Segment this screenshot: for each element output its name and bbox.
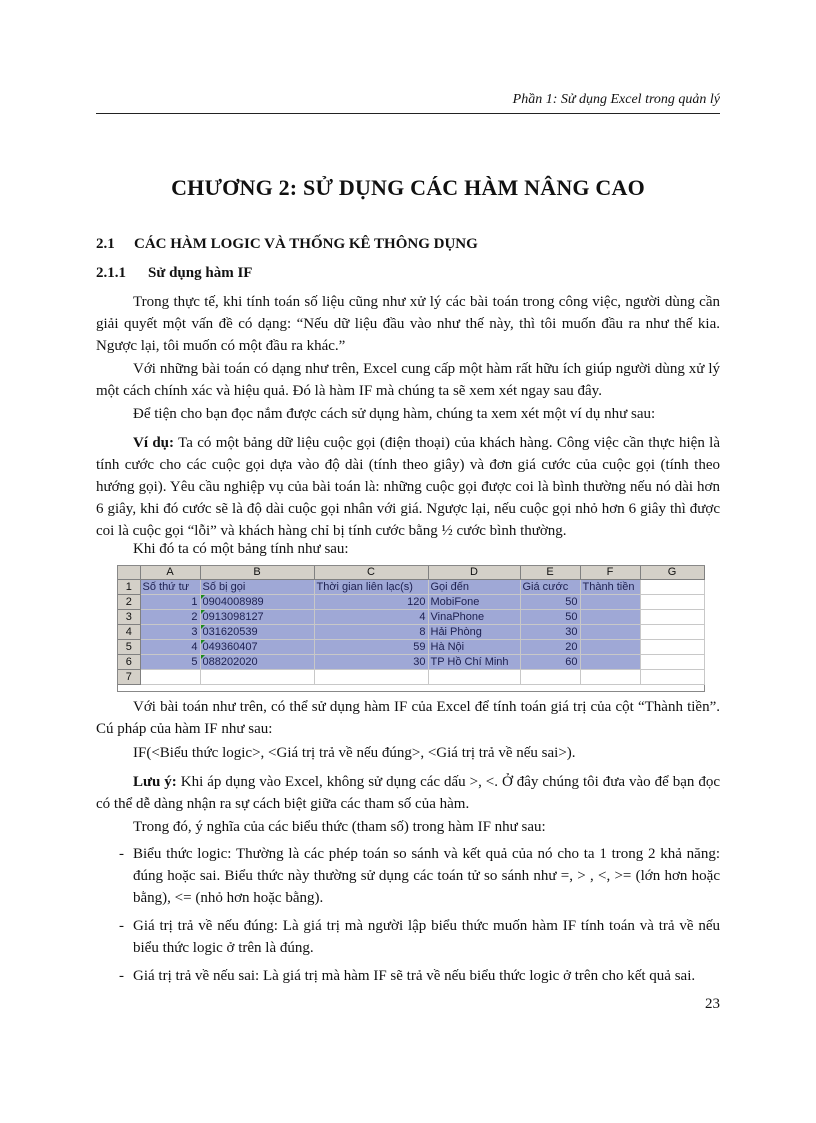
note-label: Lưu ý: [133,774,177,790]
column-letter: F [580,566,640,580]
cell [580,640,640,655]
table-row [118,595,704,610]
paragraph-excel-if: Với những bài toán có dạng như trên, Excel cung cấp một hàm rất hữu ích giúp người dùng xử lý một cách chính xác và hiệu quả. Đó là hàm IF mà chúng ta sẽ xem xét ngay sau đây. [96,361,720,399]
header-cell: Thành tiền [580,580,640,595]
cell: 1 [140,595,200,610]
example-label: Ví dụ: [133,435,175,451]
section-number: 2.1 [96,236,115,252]
chapter-title: CHƯƠNG 2: SỬ DỤNG CÁC HÀM NÂNG CAO [171,175,645,200]
paragraph-table-lead: Khi đó ta có một bảng tính như sau: [133,541,349,557]
list-item [96,965,720,987]
paragraph-params-lead: Trong đó, ý nghĩa của các biểu thức (tham số) trong hàm IF như sau: [133,819,546,835]
cell: 120 [314,595,428,610]
column-letter: A [140,566,200,580]
list-item-text: Biểu thức logic: Thường là các phép toán so sánh và kết quả của nó cho ta 1 trong 2 khả năng: đúng hoặc sai. Biểu thức này thường sử dụng các toán tử so sánh như =, > , <, >= (lớn hơn hoặc bằng), <= (nhỏ hơn hoặc bằng). [133,846,720,906]
empty-cell [640,670,704,685]
cell: 4 [314,610,428,625]
cell [580,625,640,640]
paragraph-example [96,432,720,542]
parameter-list [96,843,720,993]
empty-cell [428,670,520,685]
cell: 0913098127 [200,610,314,625]
empty-cell [200,670,314,685]
paragraph-if-syntax: IF(<Biểu thức logic>, <Giá trị trả về nếu đúng>, <Giá trị trả về nếu sai>). [133,745,576,761]
cell: VinaPhone [428,610,520,625]
cell: 049360407 [200,640,314,655]
empty-cell [640,580,704,595]
cell [580,655,640,670]
cell: 30 [314,655,428,670]
table-row [118,670,704,685]
subsection-heading [96,265,720,282]
empty-cell [640,640,704,655]
paragraph-intro: Trong thực tế, khi tính toán số liệu cũng như xử lý các bài toán trong công việc, người dùng cần giải quyết một vấn đề có dạng: “Nếu dữ liệu đầu vào như thế này, thì tôi muốn đầu ra như thế kia. Ngược lại, tôi muốn có một đầu ra khác.” [96,294,720,354]
cell: TP Hồ Chí Minh [428,655,520,670]
running-header: Phần 1: Sử dụng Excel trong quản lý [512,92,720,107]
cell: 2 [140,610,200,625]
header-cell: Giá cước [520,580,580,595]
table-row [118,655,704,670]
row-number: 3 [118,610,140,625]
header-cell: Số bị gọi [200,580,314,595]
column-letter: C [314,566,428,580]
row-number: 1 [118,580,140,595]
cell: 4 [140,640,200,655]
row-number: 4 [118,625,140,640]
column-letter: B [200,566,314,580]
row-number: 2 [118,595,140,610]
subsection-title: Sử dụng hàm IF [148,265,253,281]
cell: 50 [520,595,580,610]
subsection-number: 2.1.1 [96,265,126,281]
table-row [118,625,704,640]
table-row [118,610,704,625]
cell: 20 [520,640,580,655]
cell: 59 [314,640,428,655]
empty-cell [640,610,704,625]
row-number: 6 [118,655,140,670]
note-text: Khi áp dụng vào Excel, không sử dụng các dấu >, <. Ở đây chúng tôi đưa vào để bạn đọc có thể dễ dàng nhận ra sự cách biệt giữa các tham số của hàm. [96,774,721,812]
paragraph-if-usage: Với bài toán như trên, có thể sử dụng hàm IF của Excel để tính toán giá trị của cột “Thành tiền”. Cú pháp của hàm IF như sau: [96,699,720,737]
column-letter: D [428,566,520,580]
list-item [96,915,720,959]
list-item-text: Giá trị trả về nếu sai: Là giá trị mà hàm IF sẽ trả về nếu biểu thức logic ở trên cho kết quả sai. [133,968,696,984]
cell: 50 [520,610,580,625]
empty-cell [520,670,580,685]
cell: 8 [314,625,428,640]
empty-cell [640,625,704,640]
bullet-dash: - [119,968,124,984]
header-rule [96,113,720,114]
header-cell: Số thứ tư [140,580,200,595]
cell: 031620539 [200,625,314,640]
empty-cell [314,670,428,685]
cell: 5 [140,655,200,670]
paragraph-note [96,771,720,815]
section-title: CÁC HÀM LOGIC VÀ THỐNG KÊ THÔNG DỤNG [134,236,478,252]
column-letter: E [520,566,580,580]
list-item-text: Giá trị trả về nếu đúng: Là giá trị mà người lập biểu thức muốn hàm IF tính toán và trả về nếu biểu thức logic ở trên là đúng. [133,918,720,956]
cell: 0904008989 [200,595,314,610]
example-text: Ta có một bảng dữ liệu cuộc gọi (điện thoại) của khách hàng. Công việc cần thực hiện là tính cước cho các cuộc gọi dựa vào độ dài (tính theo giây) và đơn giá cước của cuộc gọi (tính theo hướng gọi). Yêu cầu nghiệp vụ của bài toán là: những cuộc gọi được coi là bình thường nếu nó dài hơn 6 giây, khi đó cước sẽ là độ dài cuộc gọi nhân với giá. Ngược lại, nếu cuộc gọi nhỏ hơn 6 giây thì được coi là cuộc gọi “lỗi” và khách hàng chỉ bị tính cước bằng ½ cước bình thường. [96,435,721,539]
cell: Hà Nội [428,640,520,655]
cell [580,610,640,625]
column-header-row [118,566,704,580]
paragraph-example-lead: Để tiện cho bạn đọc nắm được cách sử dụng hàm, chúng ta xem xét một ví dụ như sau: [133,406,656,422]
cell: MobiFone [428,595,520,610]
cell: 3 [140,625,200,640]
empty-cell [140,670,200,685]
cell: Hải Phòng [428,625,520,640]
row-number: 5 [118,640,140,655]
header-cell: Thời gian liên lạc(s) [314,580,428,595]
corner-cell [118,566,140,580]
header-cell: Gọi đến [428,580,520,595]
cell: 60 [520,655,580,670]
cell [580,595,640,610]
bullet-dash: - [119,918,124,934]
column-letter: G [640,566,704,580]
empty-cell [640,595,704,610]
bullet-dash: - [119,846,124,862]
empty-cell [640,655,704,670]
empty-cell [580,670,640,685]
row-number: 7 [118,670,140,685]
cell: 30 [520,625,580,640]
table-row [118,580,704,595]
cell: 088202020 [200,655,314,670]
section-heading [96,236,720,253]
table-row [118,640,704,655]
list-item [96,843,720,909]
page-number: 23 [705,996,720,1012]
spreadsheet-figure [117,565,705,692]
